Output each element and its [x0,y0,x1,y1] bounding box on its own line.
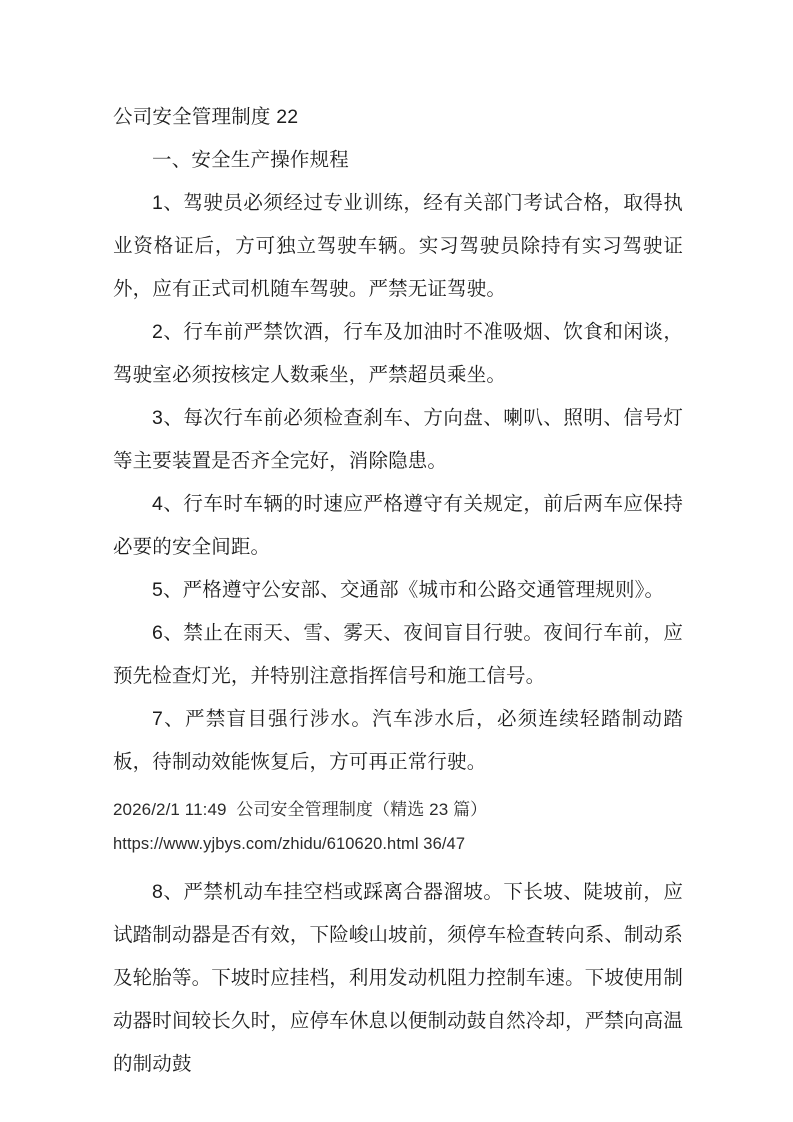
paragraph-item-3: 3、每次行车前必须检查刹车、方向盘、喇叭、照明、信号灯等主要装置是否齐全完好，消除隐患。 [113,407,683,472]
paragraph-item-8: 8、严禁机动车挂空档或踩离合器溜坡。下长坡、陡坡前，应试踏制动器是否有效，下险峻山坡前，须停车检查转向系、制动系及轮胎等。下坡时应挂档，利用发动机阻力控制车速。下坡使用制动器时间较长久时，应停车休息以便制动鼓自然冷却，严禁向高温的制动鼓 [113,881,683,1075]
artifact-spacer [113,862,683,871]
page-title: 公司安全管理制度 22 [113,106,299,128]
paragraph-item-2: 2、行车前严禁饮酒，行车及加油时不准吸烟、饮食和闲谈，驾驶室必须按核定人数乘坐，严禁超员乘坐。 [113,321,683,386]
page-break-artifact [113,792,683,862]
paragraph-item-6: 6、禁止在雨天、雪、雾天、夜间盲目行驶。夜间行车前，应预先检查灯光，并特别注意指挥信号和施工信号。 [113,622,683,687]
print-footer-url: https://www.yjbys.com/zhidu/610620.html 36/47 [113,835,466,853]
paragraph-item-5: 5、严格遵守公安部、交通部《城市和公路交通管理规则》。 [152,579,665,601]
paragraph-item-4: 4、行车时车辆的时速应严格遵守有关规定，前后两车应保持必要的安全间距。 [113,493,683,558]
section-heading: 一、安全生产操作规程 [152,149,350,171]
document-body [113,96,683,1086]
paragraph-item-7: 7、严禁盲目强行涉水。汽车涉水后，必须连续轻踏制动踏板，待制动效能恢复后，方可再正常行驶。 [113,708,683,773]
print-header-line: 2026/2/1 11:49 公司安全管理制度（精选 23 篇） [113,800,488,819]
paragraph-item-1: 1、驾驶员必须经过专业训练，经有关部门考试合格，取得执业资格证后，方可独立驾驶车辆。实习驾驶员除持有实习驾驶证外，应有正式司机随车驾驶。严禁无证驾驶。 [113,192,683,300]
